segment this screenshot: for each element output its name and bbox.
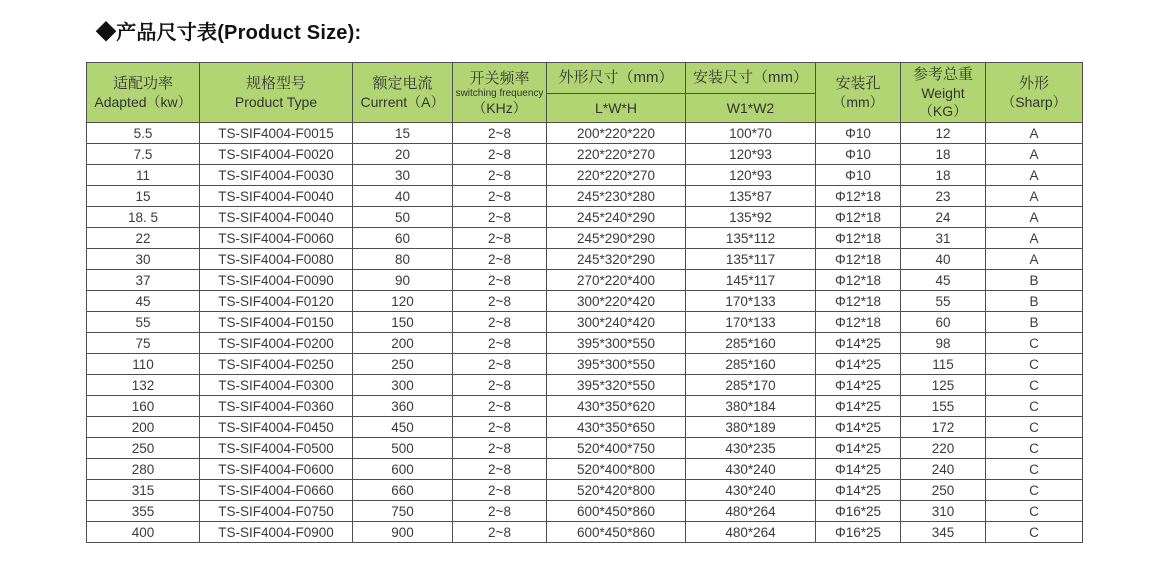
table-cell: 430*240 (686, 459, 816, 480)
table-row (87, 207, 1083, 228)
table-cell: 300*240*420 (547, 312, 686, 333)
table-cell: 40 (901, 249, 986, 270)
table-cell: 75 (87, 333, 200, 354)
table-cell: TS-SIF4004-F0020 (200, 144, 353, 165)
table-cell: 500 (353, 438, 453, 459)
table-cell: 200 (87, 417, 200, 438)
table-cell: 450 (353, 417, 453, 438)
table-cell: 30 (353, 165, 453, 186)
table-cell: C (986, 480, 1083, 501)
table-row (87, 165, 1083, 186)
table-cell: 2~8 (453, 207, 547, 228)
table-cell: 132 (87, 375, 200, 396)
table-cell: 220 (901, 438, 986, 459)
table-cell: TS-SIF4004-F0750 (200, 501, 353, 522)
table-cell: 2~8 (453, 144, 547, 165)
header-en-label: （KHz） (472, 99, 527, 116)
table-cell: 18 (901, 165, 986, 186)
table-cell: 135*117 (686, 249, 816, 270)
table-cell: 2~8 (453, 165, 547, 186)
col-header-mounting-size (686, 63, 816, 94)
table-cell: 430*350*650 (547, 417, 686, 438)
table-row (87, 186, 1083, 207)
table-cell: TS-SIF4004-F0250 (200, 354, 353, 375)
table-cell: B (986, 312, 1083, 333)
table-cell: 22 (87, 228, 200, 249)
table-cell: 30 (87, 249, 200, 270)
table-cell: Φ12*18 (816, 228, 901, 249)
col-header-product-type (200, 63, 353, 123)
table-cell: 135*112 (686, 228, 816, 249)
table-cell: 270*220*400 (547, 270, 686, 291)
table-cell: 80 (353, 249, 453, 270)
table-cell: Φ14*25 (816, 438, 901, 459)
table-cell: A (986, 144, 1083, 165)
header-zh-label: 安装尺寸（mm） (693, 69, 808, 87)
table-cell: 170*133 (686, 291, 816, 312)
header-en-label: Product Type (234, 94, 318, 110)
table-cell: 40 (353, 186, 453, 207)
table-cell: 2~8 (453, 186, 547, 207)
table-cell: 45 (87, 291, 200, 312)
table-cell: 430*240 (686, 480, 816, 501)
header-zh-label: 安装孔 (835, 75, 881, 92)
table-cell: Φ14*25 (816, 354, 901, 375)
table-header (87, 63, 1083, 123)
table-cell: C (986, 522, 1083, 543)
table-cell: 2~8 (453, 522, 547, 543)
table-row (87, 291, 1083, 312)
table-cell: C (986, 417, 1083, 438)
table-row (87, 249, 1083, 270)
table-cell: 18 (901, 144, 986, 165)
table-cell: 15 (87, 186, 200, 207)
table-row (87, 312, 1083, 333)
table-body (87, 123, 1083, 543)
table-cell: Φ12*18 (816, 249, 901, 270)
table-cell: TS-SIF4004-F0600 (200, 459, 353, 480)
table-cell: 2~8 (453, 354, 547, 375)
table-row (87, 459, 1083, 480)
table-cell: Φ14*25 (816, 333, 901, 354)
table-cell: 315 (87, 480, 200, 501)
table-cell: 245*290*290 (547, 228, 686, 249)
header-en-label: Weight (921, 85, 965, 101)
table-cell: 11 (87, 165, 200, 186)
table-cell: 200 (353, 333, 453, 354)
table-cell: C (986, 396, 1083, 417)
table-cell: TS-SIF4004-F0150 (200, 312, 353, 333)
table-row (87, 333, 1083, 354)
table-cell: 15 (353, 123, 453, 144)
table-cell: C (986, 501, 1083, 522)
table-cell: 355 (87, 501, 200, 522)
table-cell: TS-SIF4004-F0040 (200, 186, 353, 207)
table-cell: 300 (353, 375, 453, 396)
table-cell: 155 (901, 396, 986, 417)
table-cell: 120*93 (686, 165, 816, 186)
table-row (87, 396, 1083, 417)
table-cell: 150 (353, 312, 453, 333)
table-cell: 480*264 (686, 522, 816, 543)
table-cell: 20 (353, 144, 453, 165)
table-cell: TS-SIF4004-F0900 (200, 522, 353, 543)
table-cell: A (986, 228, 1083, 249)
table-row (87, 501, 1083, 522)
table-cell: 520*400*800 (547, 459, 686, 480)
header-en-label: Adapted（kw） (94, 94, 192, 110)
table-cell: 300*220*420 (547, 291, 686, 312)
table-cell: 170*133 (686, 312, 816, 333)
table-cell: TS-SIF4004-F0080 (200, 249, 353, 270)
table-cell: 31 (901, 228, 986, 249)
table-cell: C (986, 333, 1083, 354)
product-size-table (86, 62, 1083, 543)
table-row (87, 522, 1083, 543)
table-cell: 2~8 (453, 480, 547, 501)
table-cell: A (986, 207, 1083, 228)
subheader-lwh (547, 93, 686, 123)
col-header-reference-weight (901, 63, 986, 123)
table-cell: 750 (353, 501, 453, 522)
header-zh-label: 外形尺寸（mm） (558, 69, 674, 87)
header-zh-label: 参考总重 (912, 66, 973, 83)
table-cell: 200*220*220 (547, 123, 686, 144)
col-header-rated-current (353, 63, 453, 123)
table-cell: TS-SIF4004-F0015 (200, 123, 353, 144)
table-cell: Φ14*25 (816, 459, 901, 480)
table-cell: 395*320*550 (547, 375, 686, 396)
subheader-w1w2 (686, 93, 816, 123)
table-cell: TS-SIF4004-F0040 (200, 207, 353, 228)
table-cell: TS-SIF4004-F0090 (200, 270, 353, 291)
table-cell: 145*117 (686, 270, 816, 291)
header-zh-label: 外形 (1018, 75, 1049, 92)
table-cell: B (986, 270, 1083, 291)
table-cell: 400 (87, 522, 200, 543)
table-row (87, 480, 1083, 501)
table-cell: 7.5 (87, 144, 200, 165)
table-cell: 135*92 (686, 207, 816, 228)
table-cell: A (986, 165, 1083, 186)
table-row (87, 417, 1083, 438)
table-cell: C (986, 459, 1083, 480)
table-cell: 395*300*550 (547, 333, 686, 354)
table-cell: 520*420*800 (547, 480, 686, 501)
table-cell: 100*70 (686, 123, 816, 144)
table-cell: C (986, 438, 1083, 459)
table-cell: TS-SIF4004-F0300 (200, 375, 353, 396)
table-cell: 245*320*290 (547, 249, 686, 270)
header-en-label: switching frequency (455, 87, 544, 99)
table-cell: 60 (901, 312, 986, 333)
table-cell: 5.5 (87, 123, 200, 144)
table-cell: 45 (901, 270, 986, 291)
table-cell: Φ12*18 (816, 291, 901, 312)
table-cell: 2~8 (453, 417, 547, 438)
table-cell: 98 (901, 333, 986, 354)
table-cell: A (986, 249, 1083, 270)
table-row (87, 270, 1083, 291)
table-cell: 240 (901, 459, 986, 480)
table-cell: Φ14*25 (816, 417, 901, 438)
table-cell: 120*93 (686, 144, 816, 165)
table-row (87, 375, 1083, 396)
table-cell: 430*235 (686, 438, 816, 459)
table-cell: 115 (901, 354, 986, 375)
table-cell: Φ16*25 (816, 501, 901, 522)
table-cell: Φ10 (816, 165, 901, 186)
table-cell: 160 (87, 396, 200, 417)
table-cell: 2~8 (453, 396, 547, 417)
table-cell: A (986, 186, 1083, 207)
header-en-label: （KG） (918, 103, 968, 119)
table-row (87, 228, 1083, 249)
table-cell: TS-SIF4004-F0030 (200, 165, 353, 186)
table-cell: TS-SIF4004-F0500 (200, 438, 353, 459)
header-zh-label: 开关频率 (469, 69, 530, 87)
table-cell: 2~8 (453, 291, 547, 312)
table-cell: B (986, 291, 1083, 312)
table-cell: 285*160 (686, 333, 816, 354)
table-cell: Φ12*18 (816, 270, 901, 291)
table-cell: 220*220*270 (547, 165, 686, 186)
table-cell: 2~8 (453, 459, 547, 480)
table-cell: 285*160 (686, 354, 816, 375)
table-cell: 245*230*280 (547, 186, 686, 207)
table-cell: 600*450*860 (547, 501, 686, 522)
table-cell: 2~8 (453, 375, 547, 396)
table-cell: C (986, 375, 1083, 396)
table-cell: 285*170 (686, 375, 816, 396)
table-cell: 2~8 (453, 501, 547, 522)
header-sub-label: W1*W2 (726, 99, 775, 116)
table-cell: 345 (901, 522, 986, 543)
table-cell: 380*189 (686, 417, 816, 438)
col-header-adapted-power (87, 63, 200, 123)
table-cell: 220*220*270 (547, 144, 686, 165)
table-cell: 2~8 (453, 123, 547, 144)
table-cell: 250 (87, 438, 200, 459)
table-cell: 55 (87, 312, 200, 333)
header-en-label: Current（A） (360, 94, 445, 110)
table-cell: 310 (901, 501, 986, 522)
table-cell: TS-SIF4004-F0120 (200, 291, 353, 312)
header-zh-label: 规格型号 (245, 75, 306, 92)
table-cell: Φ10 (816, 123, 901, 144)
table-cell: Φ14*25 (816, 375, 901, 396)
table-cell: 50 (353, 207, 453, 228)
table-cell: 900 (353, 522, 453, 543)
table-cell: 125 (901, 375, 986, 396)
table-cell: 245*240*290 (547, 207, 686, 228)
table-cell: 23 (901, 186, 986, 207)
table-cell: 2~8 (453, 333, 547, 354)
col-header-shape (986, 63, 1083, 123)
table-cell: 2~8 (453, 270, 547, 291)
table-cell: 520*400*750 (547, 438, 686, 459)
col-header-switching-frequency (453, 63, 547, 123)
table-cell: Φ14*25 (816, 396, 901, 417)
table-cell: 2~8 (453, 438, 547, 459)
table-cell: 250 (353, 354, 453, 375)
table-cell: 280 (87, 459, 200, 480)
table-cell: 172 (901, 417, 986, 438)
page-title: ◆产品尺寸表(Product Size): (96, 22, 362, 44)
table-cell: Φ12*18 (816, 312, 901, 333)
table-cell: 60 (353, 228, 453, 249)
table-cell: 18. 5 (87, 207, 200, 228)
table-cell: Φ12*18 (816, 207, 901, 228)
table-cell: 360 (353, 396, 453, 417)
table-cell: 90 (353, 270, 453, 291)
table-cell: 37 (87, 270, 200, 291)
col-header-outline-size (547, 63, 686, 94)
table-cell: TS-SIF4004-F0200 (200, 333, 353, 354)
table-cell: A (986, 123, 1083, 144)
table-cell: 395*300*550 (547, 354, 686, 375)
table-cell: Φ14*25 (816, 480, 901, 501)
table-row (87, 144, 1083, 165)
header-zh-label: 适配功率 (112, 75, 173, 92)
table-cell: TS-SIF4004-F0060 (200, 228, 353, 249)
table-row (87, 123, 1083, 144)
header-en-label: （Sharp） (1001, 94, 1067, 110)
table-cell: 55 (901, 291, 986, 312)
table-row (87, 354, 1083, 375)
table-cell: 600*450*860 (547, 522, 686, 543)
header-zh-label: 额定电流 (372, 75, 433, 92)
table-cell: 120 (353, 291, 453, 312)
header-en-label: （mm） (832, 94, 884, 110)
table-cell: Φ12*18 (816, 186, 901, 207)
header-sub-label: L*W*H (594, 99, 637, 116)
table-cell: 2~8 (453, 228, 547, 249)
table-cell: TS-SIF4004-F0360 (200, 396, 353, 417)
table-cell: 600 (353, 459, 453, 480)
col-header-mounting-hole (816, 63, 901, 123)
table-cell: TS-SIF4004-F0660 (200, 480, 353, 501)
table-cell: 660 (353, 480, 453, 501)
header-row-top (87, 63, 1083, 94)
table-cell: 480*264 (686, 501, 816, 522)
table-cell: 380*184 (686, 396, 816, 417)
table-cell: 135*87 (686, 186, 816, 207)
table-cell: 250 (901, 480, 986, 501)
table-row (87, 438, 1083, 459)
table-cell: 24 (901, 207, 986, 228)
table-cell: TS-SIF4004-F0450 (200, 417, 353, 438)
table-cell: 2~8 (453, 249, 547, 270)
table-cell: Φ10 (816, 144, 901, 165)
table-cell: C (986, 354, 1083, 375)
table-cell: 2~8 (453, 312, 547, 333)
table-cell: Φ16*25 (816, 522, 901, 543)
table-cell: 12 (901, 123, 986, 144)
table-cell: 430*350*620 (547, 396, 686, 417)
table-cell: 110 (87, 354, 200, 375)
